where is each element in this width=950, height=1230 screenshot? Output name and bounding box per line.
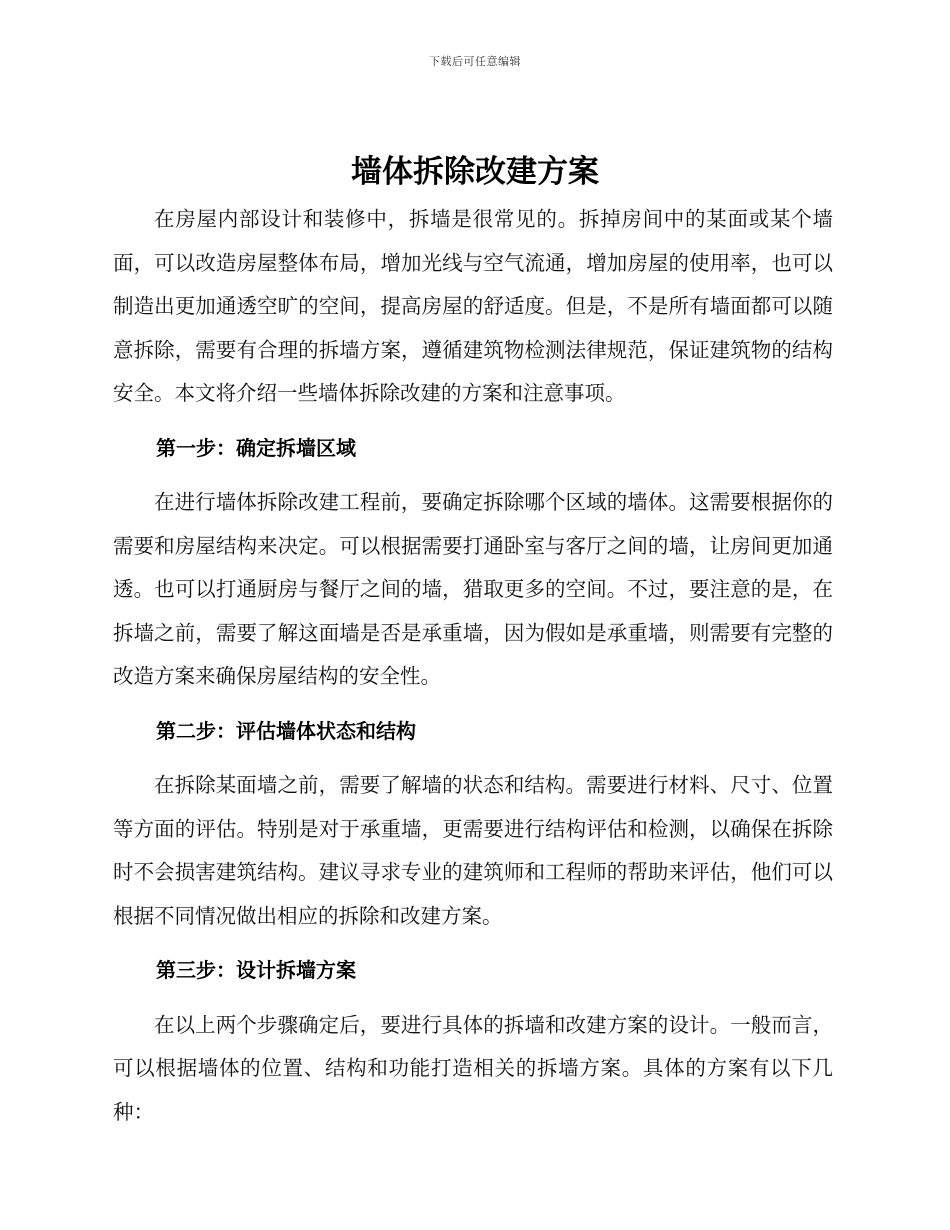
intro-paragraph: 在房屋内部设计和装修中，拆墙是很常见的。拆掉房间中的某面或某个墙面，可以改造房屋整体布局，增加光线与空气流通，增加房屋的使用率，也可以制造出更加通透空旷的空间，提高房屋的舒适度。但是，不是所有墙面都可以随意拆除，需要有合理的拆墙方案，遵循建筑物检测法律规范，保证建筑物的结构安全。本文将介绍一些墙体拆除改建的方案和注意事项。 — [113, 207, 833, 405]
section-paragraph-step-2: 在拆除某面墙之前，需要了解墙的状态和结构。需要进行材料、尺寸、位置等方面的评估。特别是对于承重墙，更需要进行结构评估和检测，以确保在拆除时不会损害建筑结构。建议寻求专业的建筑师和工程师的帮助来评估，他们可以根据不同情况做出相应的拆除和改建方案。 — [113, 773, 833, 928]
section-paragraph-step-3: 在以上两个步骤确定后，要进行具体的拆墙和改建方案的设计。一般而言，可以根据墙体的位置、结构和功能打造相关的拆墙方案。具体的方案有以下几种： — [113, 1012, 833, 1124]
section-paragraph-step-1: 在进行墙体拆除改建工程前，要确定拆除哪个区域的墙体。这需要根据你的需要和房屋结构来决定。可以根据需要打通卧室与客厅之间的墙，让房间更加通透。也可以打通厨房与餐厅之间的墙，猎取更多的空间。不过，要注意的是，在拆墙之前，需要了解这面墙是否是承重墙，因为假如是承重墙，则需要有完整的改造方案来确保房屋结构的安全性。 — [113, 490, 833, 688]
section-heading-step-3: 第三步：设计拆墙方案 — [156, 958, 356, 982]
section-heading-step-1: 第一步：确定拆墙区域 — [156, 435, 356, 460]
section-heading-step-2: 第二步：评估墙体状态和结构 — [156, 718, 416, 743]
document-body — [113, 198, 833, 1134]
document-title: 墙体拆除改建方案 — [351, 154, 599, 190]
page-header: 下载后可任意编辑 — [429, 55, 521, 68]
